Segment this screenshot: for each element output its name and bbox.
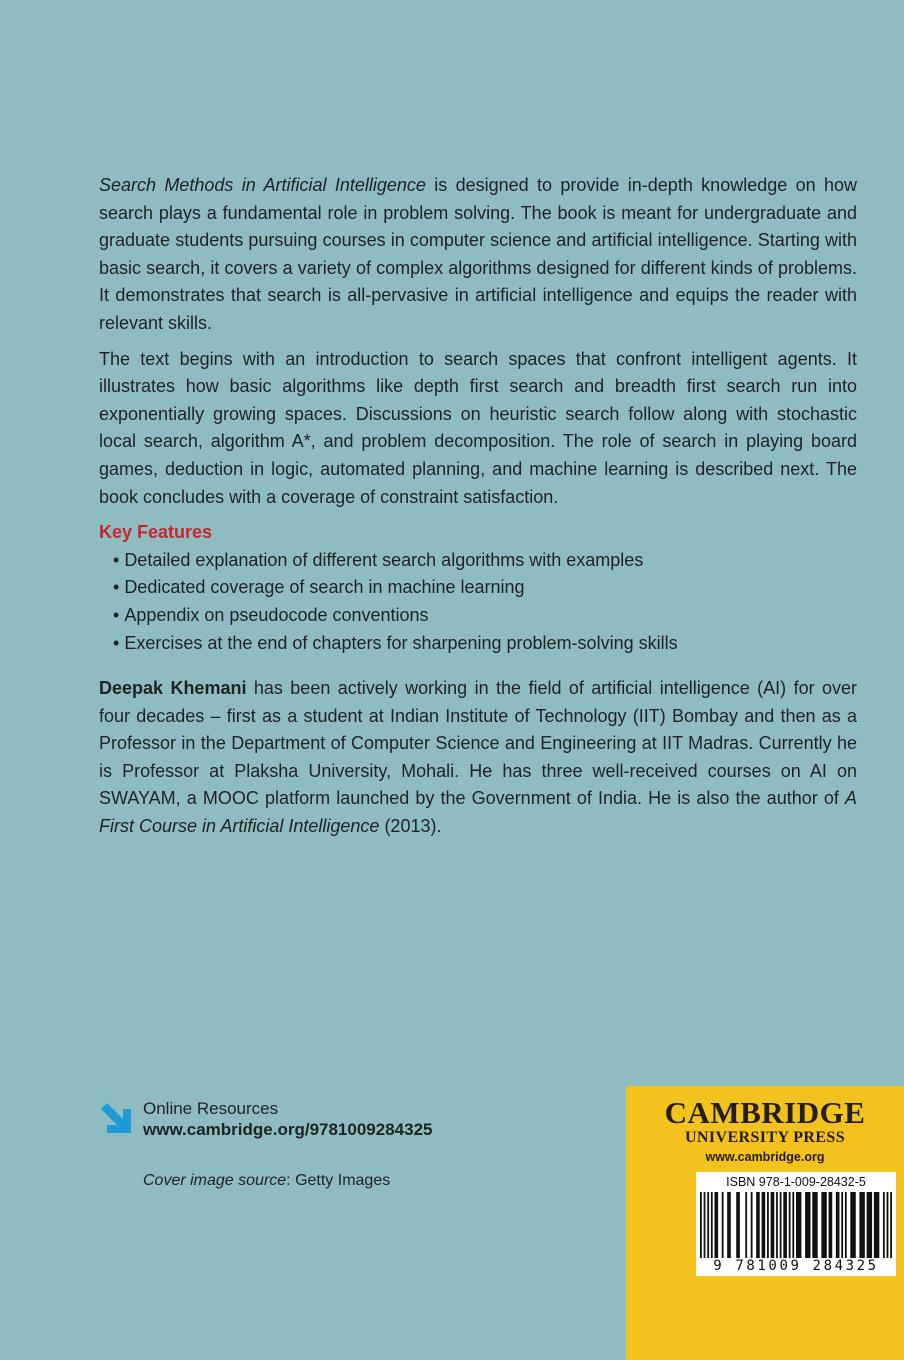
key-feature-item: • Detailed explanation of different search algorithms with examples (113, 549, 644, 570)
key-feature-item: • Dedicated coverage of search in machine learning (113, 577, 525, 598)
key-features-heading: Key Features (99, 522, 213, 543)
cover-source-value: : Getty Images (286, 1172, 391, 1189)
key-feature-item: • Exercises at the end of chapters for sharpening problem-solving skills (113, 632, 678, 653)
arrow-down-right-icon (99, 1101, 135, 1137)
publisher-website[interactable]: www.cambridge.org (705, 1150, 825, 1164)
isbn-label: ISBN 978-1-009-28432-5 (726, 1175, 866, 1189)
bullet: • (113, 604, 120, 625)
online-resources-url[interactable]: www.cambridge.org/9781009284325 (143, 1120, 433, 1139)
bullet: • (113, 632, 120, 653)
description-paragraph-1-text: is designed to provide in-depth knowledge on how search plays a fundamental role in problem solving. The book is meant for undergraduate and graduate students pursuing courses in computer science and artificial intelligence. Starting with basic search, it covers a variety of complex algorithms designed for different kinds of problems. It demonstrates that search is all-pervasive in artificial intelligence and equips the reader with relevant skills. (99, 175, 857, 333)
barcode-box (696, 1172, 896, 1276)
back-cover-text (99, 172, 857, 849)
publisher-name: CAMBRIDGE (664, 1095, 866, 1130)
publisher-subname: UNIVERSITY PRESS (684, 1129, 846, 1146)
barcode (700, 1192, 892, 1258)
description-paragraph-1 (99, 172, 857, 338)
description-paragraph-2: The text begins with an introduction to search spaces that confront intelligent agents. It illustrates how basic algorithms like depth first search and breadth first search run into exponentially growing spaces. Discussions on heuristic search follow along with stochastic local search, algorithm A*, and problem decomposition. The role of search in playing board games, deduction in logic, automated planning, and machine learning is described next. The book concludes with a coverage of constraint satisfaction. (99, 348, 857, 507)
online-resources-label: Online Resources (143, 1099, 279, 1118)
online-resources (99, 1098, 519, 1142)
author-name: Deepak Khemani (99, 678, 247, 699)
bullet: • (113, 577, 120, 598)
key-features-list (99, 547, 857, 657)
key-feature-item: • Appendix on pseudocode conventions (113, 604, 429, 625)
cover-source-label: Cover image source (143, 1172, 287, 1189)
barcode-digits: 9 781009 284325 (713, 1258, 879, 1274)
author-bio: Deepak Khemani has been actively working in the field of artificial intelligence (AI) for over four decades – first as a student at Indian Institute of Technology (IIT) Bombay and then as a Professor in the Department of Computer Science and Engineering at IIT Madras. Currently he is Professor at Plaksha University, Mohali. He has three well-received courses on AI on SWAYAM, a MOOC platform launched by the Government of India. He is also the author of A First Course in Artificial Intelligence (2013). (99, 678, 857, 837)
publisher-block (626, 1086, 904, 1360)
cover-image-source (143, 1171, 390, 1191)
author-book-title: A First Course in Artificial Intelligence (99, 788, 857, 837)
bullet: • (113, 549, 120, 570)
book-title-italic: Search Methods in Artificial Intelligence (99, 175, 426, 195)
